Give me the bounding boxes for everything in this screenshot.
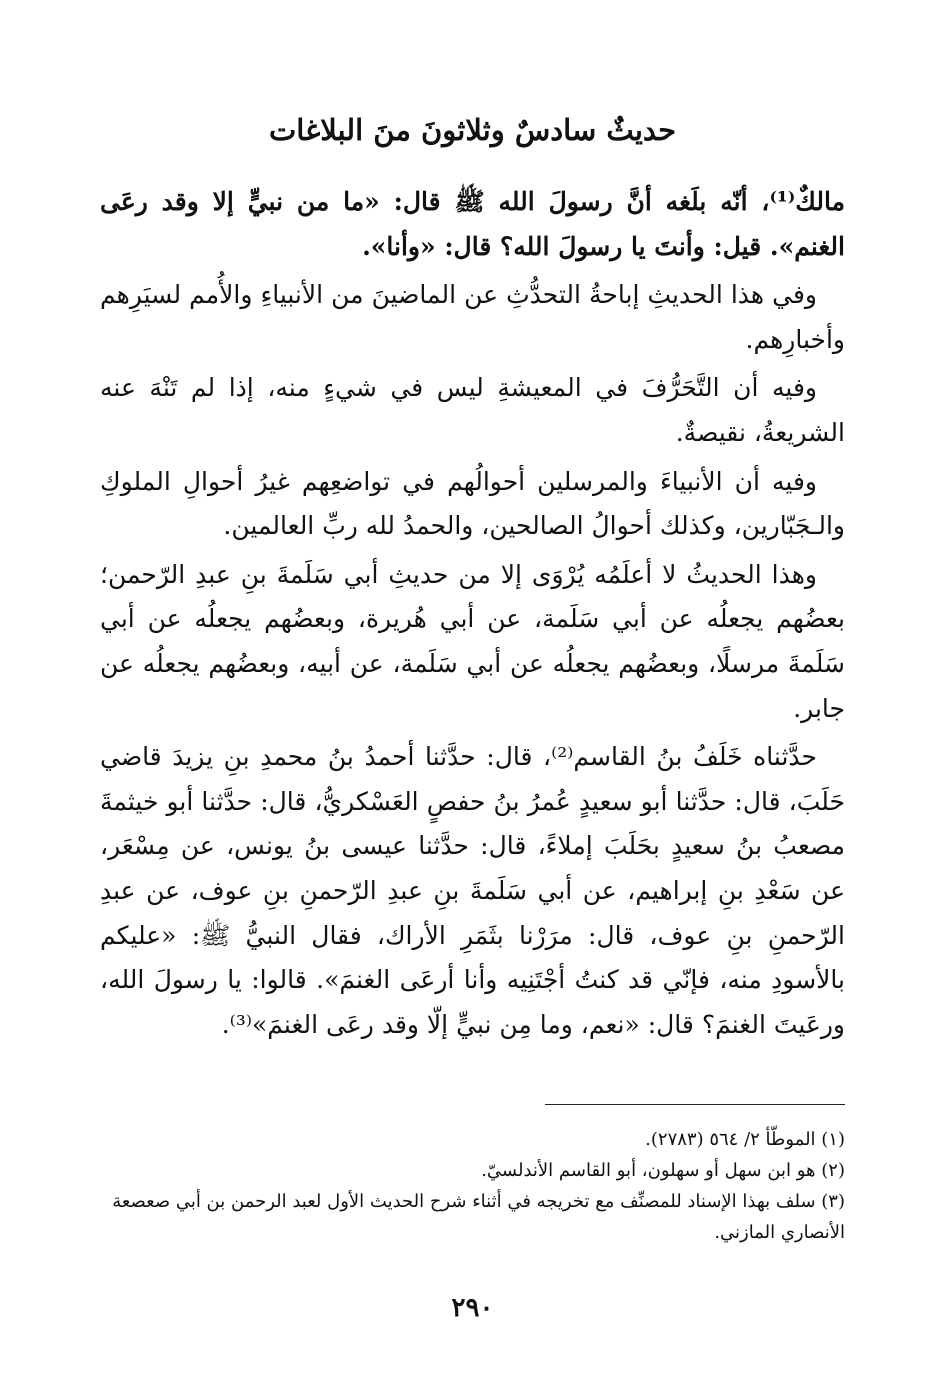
hadith-text-paragraph: مالكٌ⁽¹⁾، أنّه بلَغه أنَّ رسولَ الله ﷺ قال: «ما من نبيٍّ إلا وقد رعَى الغنم». قيل: وأنتَ يا رسولَ الله؟ قال: «وأنا». [100,187,845,261]
section-heading: حديثٌ سادسٌ وثلاثونَ منَ البلاغات [268,113,677,147]
book-page [100,0,845,1374]
footnote-item: (١) الموطّأ ٢/ ٥٦٤ (٢٧٨٣). [645,1129,845,1150]
isnad-paragraph: حدَّثناه خَلَفُ بنُ القاسم⁽²⁾، قال: حدَّثنا أحمدُ بنُ محمدِ بنِ يزيدَ قاضي حَلَبَ، قال: حدَّثنا أبو سعيدٍ عُمرُ بنُ حفصٍ العَسْكريُّ، قال: حدَّثنا أبو خيثمةَ مصعبُ بنُ سعيدٍ بحَلَبَ إملاءً، قال: حدَّثنا عيسى بنُ يونس، عن مِسْعَر، عن سَعْدِ بنِ إبراهيم، عن أبي سَلَمةَ بنِ عبدِ الرّحمنِ بنِ عوف، عن عبدِ الرّحمنِ بنِ عوف، قال: مرَرْنا بثَمَرِ الأراك، فقال النبيُّ ﷺ: «عليكم بالأسودِ منه، فإنّي قد كنتُ أجْتَنِيه وأنا أرعَى الغنمَ». قالوا: يا رسولَ الله، ورعَيتَ الغنمَ؟ قال: «نعم، وما مِن نبيٍّ إلّا وقد رعَى الغنمَ»⁽³⁾. [100,742,845,1039]
commentary-paragraph: وهذا الحديثُ لا أعلَمُه يُرْوَى إلا من حديثِ أبي سَلَمةَ بنِ عبدِ الرّحمن؛ بعضُهم يجعلُه عن أبي سَلَمة، عن أبي هُريرة، وبعضُهم يجعلُه عن أبي سَلَمةَ مرسلًا، وبعضُهم يجعلُه عن أبي سَلَمة، عن أبيه، وبعضُهم يجعلُه عن جابر. [100,559,845,723]
page-number: ٢٩٠ [451,1293,494,1323]
commentary-paragraph: وفي هذا الحديثِ إباحةُ التحدُّثِ عن الماضينَ من الأنبياءِ والأُمم لسيَرِهم وأخبارِهم. [100,280,845,354]
footnote-item: (٢) هو ابن سهل أو سهلون، أبو القاسم الأندلسيّ. [481,1160,845,1181]
footnote-separator [545,1104,845,1105]
body-text [100,180,845,1051]
footnote-item: (٣) سلف بهذا الإسناد للمصنِّف مع تخريجه في أثناء شرح الحديث الأول لعبد الرحمن بن أبي صعصعة الأنصاري المازني. [112,1191,845,1243]
commentary-paragraph: وفيه أن التَّحَرُّفَ في المعيشةِ ليس في شيءٍ منه، إذا لم تَنْهَ عنه الشريعةُ، نقيصةٌ. [100,373,845,447]
footnotes [100,1124,845,1248]
commentary-paragraph: وفيه أن الأنبياءَ والمرسلين أحوالُهم في تواضعِهم غيرُ أحوالِ الملوكِ والـجَبّارين، وكذلك أحوالُ الصالحين، والحمدُ لله ربِّ العالمين. [100,466,845,541]
